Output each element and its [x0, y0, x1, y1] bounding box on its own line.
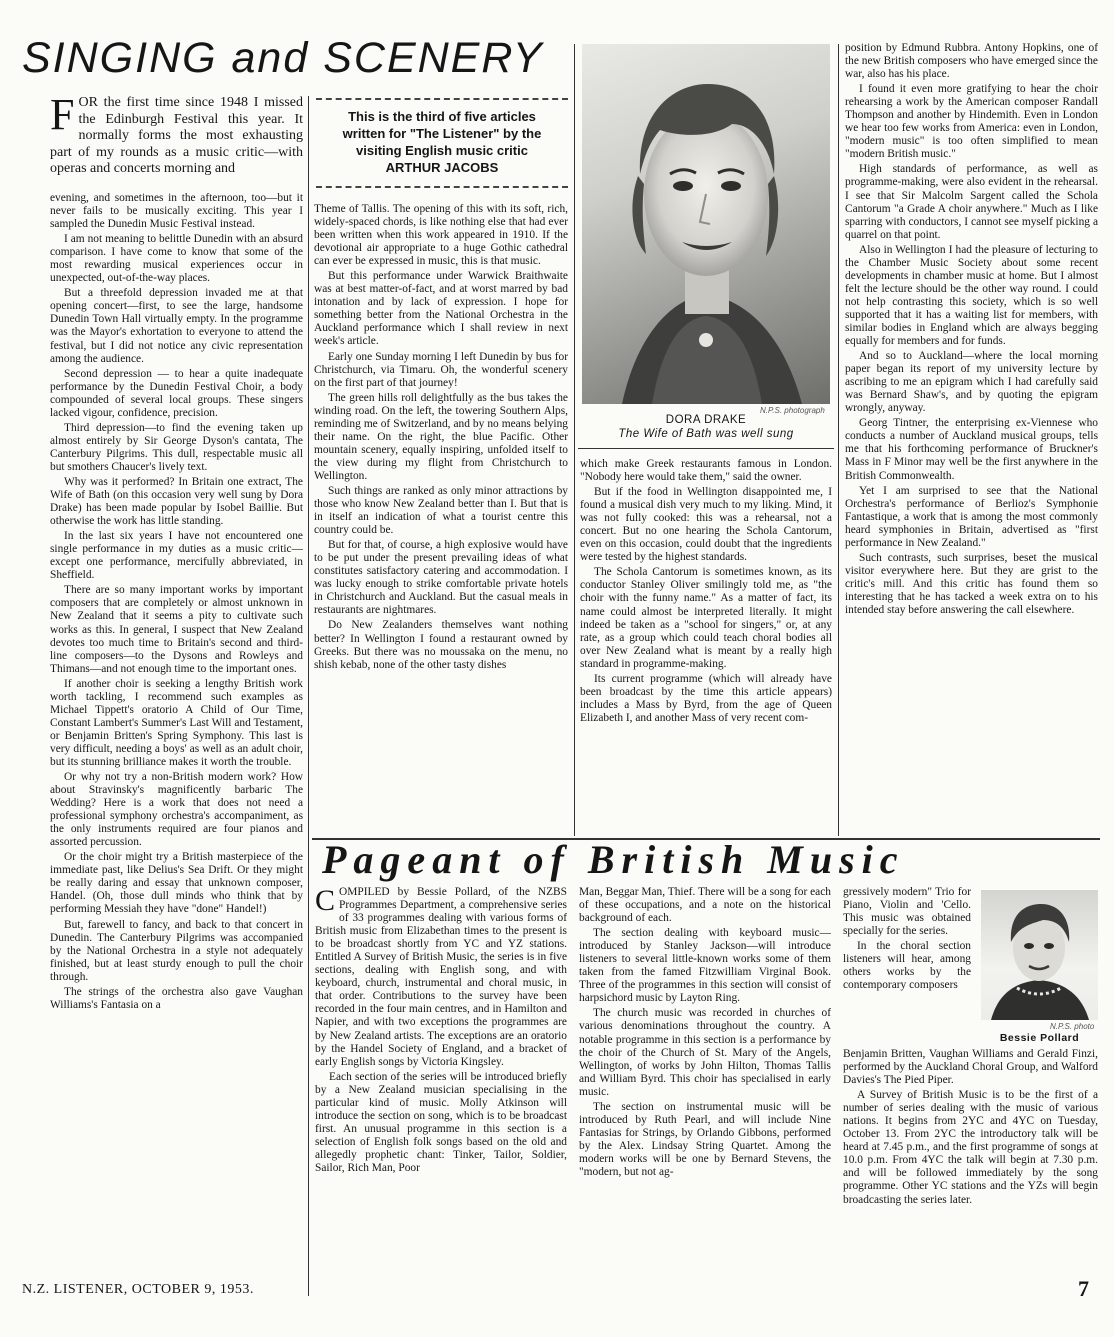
paragraph: The church music was recorded in churches of various denominations throughout the country. A notable programme in this section is a performance by the choir of the Church of St. Mary of the Angels, Wellington, of works by John Hilton, Thomas Tallis and William Byrd. This choir has specialised in early music. [579, 1007, 831, 1098]
intro-rule-top [316, 98, 568, 103]
photo-credit-2: N.P.S. photo [1050, 1022, 1095, 1031]
pageant-title: Pageant of British Music [322, 837, 905, 882]
paragraph: Why was it performed? In Britain one extract, The Wife of Bath (on this occasion very well sung by Dora Drake) has been made popular by Isobel Baillie. But otherwise the work has little standing. [50, 475, 303, 528]
paragraph: In the last six years I have not encountered one single performance in my duties as a music critic—except one performance, mercifully abbreviated, in Sheffield. [50, 530, 303, 582]
article-column-4 [845, 42, 1098, 828]
paragraph: I am not meaning to belittle Dunedin with an absurd comparison. I have come to know that some of the most rewarding musical experiences occur in unexpected, out-of-the-way places. [50, 233, 303, 285]
paragraph: Each section of the series will be introduced briefly by a New Zealand musician specialising in the particular kind of music. Molly Atkinson will introduce the section on song, which is to be broadcast first. An unusual programme in this section is a selection of English folk songs based on the old and allegedly prophetic chant: Tinker, Tailor, Soldier, Sailor, Rich Man, Poor [315, 1070, 567, 1174]
drop-cap: F [50, 90, 75, 139]
paragraph: The section on instrumental music will be introduced by Ruth Pearl, and will include Nine Fantasias for Strings, by Orlando Gibbons, performed by the Alex. Lindsay String Quartet. Among the modern works will be one by Bernard Stevens, the "modern, but not ag- [579, 1100, 831, 1178]
page-number: 7 [1078, 1276, 1090, 1301]
paragraph: Benjamin Britten, Vaughan Williams and Gerald Finzi, performed by the Auckland Choral Group, and Walford Davies's The Pied Piper. [843, 1048, 1098, 1087]
paragraph: evening, and sometimes in the afternoon, too—but it never fails to be musically exciting. This year I sampled the Dunedin Music Festival instead. [50, 192, 303, 231]
article-column-3 [580, 458, 832, 828]
article-title: SINGING and SCENERY [22, 34, 544, 82]
pageant-column-3-top [843, 886, 971, 1044]
intro-box: This is the third of five articles written for "The Listener" by the visiting English music critic ARTHUR JACOBS [342, 109, 542, 175]
paragraph: OMPILED by Bessie Pollard, of the NZBS Programmes Department, a comprehensive series of 33 programmes dealing with various forms of British music from Elizabethan times to the present is to be broadcast shortly from YC and YZ stations. Entitled A Survey of British Music, the series is in five sections, dealing with English song, and with keyboard, church, instrumental and choral music, in that order. Contributions to the survey have been recorded in the four main centres, and in Hamilton and Napier, and with two exceptions the programmes are by New Zealand artists. The exceptions are an oratorio by the Handel Society of England, and a bracket of early English songs by Victoria Kingsley. [315, 886, 567, 1068]
drop-cap: C [315, 886, 336, 917]
paragraph: But this performance under Warwick Braithwaite was at best matter-of-fact, and at worst marred by bad intonation and by lack of expression. I hope for something better from the National Orchestra in the Auckland performance which I shall review in next week's article. [314, 270, 568, 348]
paragraph: Its current programme (which will already have been broadcast by the time this article appears) includes a Mass by Byrd, from the age of Queen Elizabeth I, and another Mass of very recent com- [580, 672, 832, 724]
paragraph: Also in Wellington I had the pleasure of lecturing to the Chamber Music Society about some recent developments in chamber music at home. But I almost felt the lecture should be the other way round. I could not help contrasting this society, which is so well supported that it has a waiting list for members, with similar bodies in England which are always begging equally for members and for funds. [845, 243, 1098, 348]
paragraph: The section dealing with keyboard music—introduced by Stanley Jackson—will introduce listeners to several little-known works some of them taken from the famed Fitzwilliam Virginal Book. Three of the programmes in this section will consist of harpsichord music by Layton Ring. [579, 927, 831, 1005]
lead-paragraph: FOR the first time since 1948 I missed the Edinburgh Festival this year. It normally forms the most exhausting part of my rounds as a music critic—with operas and concerts morning and [50, 90, 303, 176]
photo-caption-text: The Wife of Bath was well sung [618, 428, 794, 440]
bessie-pollard-photo [981, 890, 1098, 1020]
paragraph: In the choral section listeners will hear, among others works by the contemporary composers [843, 940, 971, 992]
footer-issue: N.Z. LISTENER, OCTOBER 9, 1953. [22, 1282, 254, 1297]
article-column-2 [314, 203, 568, 829]
paragraph: Or why not try a non-British modern work? How about Stravinsky's magnificently barbaric The Wedding? Here is a work that does not need a professional symphony orchestra's accompaniment, as the only instruments required are four pianos and assorted percussion. [50, 771, 303, 849]
paragraph: I found it even more gratifying to hear the choir rehearsing a work by the American composer Randall Thompson and another by Hindemith. Even in London we hear too few works from America: even in London, "modern music" is too often simplified to mean "modern British music." [845, 83, 1098, 161]
paragraph: The green hills roll delightfully as the bus takes the winding road. On the left, the towering Southern Alps, reminding me of Switzerland, and by no means belying their name. On the right, the blue Pacific. Other mountain scenery, equally inspiring, unfolded itself to the view during my flight from Christchurch to Wellington. [314, 391, 568, 482]
photo-caption-name: DORA DRAKE [665, 414, 747, 426]
paragraph: Second depression — to hear a quite inadequate performance by the Dunedin Festival Choir, a body compounded of several local groups. These singers lacked vigour, confidence, precision. [50, 367, 303, 419]
paragraph: Or the choir might try a British masterpiece of the immediate past, like Delius's Sea Drift. Or they might be really daring and essay that unknown composer, Handel. (Oh, those dull minds who think that by performing Messiah they have "done" Handel!) [50, 851, 303, 916]
paragraph: Such contrasts, such surprises, beset the musical visitor everywhere here. But they are grist to the critic's mill. And this critic has found them so interesting that he has tacked a week extra on to his intended stay before answering the call elsewhere. [845, 551, 1098, 616]
column-rule [838, 44, 839, 836]
photo-caption-2: Bessie Pollard [999, 1032, 1080, 1044]
paragraph: Such things are ranked as only minor attractions by those who know New Zealand better than I. But that is in itself an indication of what a tourist centre this country could be. [314, 484, 568, 537]
article-column-1 [50, 192, 303, 1270]
intro-rule-bottom [316, 186, 568, 191]
paragraph: which make Greek restaurants famous in London. "Nobody here would take them," said the owner. [580, 458, 832, 484]
column-rule [308, 96, 309, 1296]
pageant-column-2 [579, 886, 831, 1271]
paragraph: High standards of performance, as well as programme-making, were also evident in the rehearsal. I see that Sir Malcolm Sargent called the Schola Cantorum "a Grade A choir anywhere." Much as I like sparring with conductors, I cannot see myself picking a quarrel on that point. [845, 163, 1098, 241]
paragraph: Early one Sunday morning I left Dunedin by bus for Christchurch, via Timaru. Oh, the wonderful scenery on the first part of that journey! [314, 350, 568, 389]
photo-rule [578, 448, 834, 449]
paragraph: position by Edmund Rubbra. Antony Hopkins, one of the new British composers who have emerged since the war, also has his place. [845, 42, 1098, 81]
paragraph: Man, Beggar Man, Thief. There will be a song for each of these occupations, and a note on the historical background of each. [579, 886, 831, 925]
pageant-column-3-bottom [843, 1048, 1098, 1276]
paragraph: But for that, of course, a high explosive would have to be put under the present prevailing ideas of what constitutes satisfactory catering and accommodation. I was lucky enough to strike comfortable private hotels in Christchurch and Auckland. But the casual meals in restaurants are nightmares. [314, 539, 568, 617]
paragraph: Theme of Tallis. The opening of this with its soft, rich, widely-spaced chords, is like nothing else that had ever been written when this work appeared in 1910. If the devotional air appropriate to a huge Gothic cathedral can ever be expressed in music, this is that music. [314, 203, 568, 268]
column-rule [574, 44, 575, 836]
paragraph: Do New Zealanders themselves want nothing better? In Wellington I found a restaurant owned by Greeks. But there was no moussaka on the menu, no shish kebab, none of the other tasty dishes [314, 619, 568, 671]
paragraph: But, farewell to fancy, and back to that concert in Dunedin. The Canterbury Pilgrims was accompanied by the National Orchestra in a style not adequately finished, but at least sturdy enough to pull the choir through. [50, 918, 303, 983]
paragraph: But if the food in Wellington disappointed me, I found a musical dish very much to my liking. Mind, it was not fully cooked: this was a rehearsal, not a concert. But no one hearing the Schola Cantorum, even on this occasion, could doubt that the ingredients were tested by the highest standards. [580, 486, 832, 564]
paragraph: Georg Tintner, the enterprising ex-Viennese who conducts a number of Auckland musical groups, tells me that his forthcoming performance of Bruckner's Mass in F Minor may well be the first anywhere in the British Commonwealth. [845, 417, 1098, 482]
paragraph: The Schola Cantorum is sometimes known, as its conductor Stanley Oliver smilingly told me, as "the choir with the funny name." As a matter of fact, its name could almost be interpreted literally. It might indeed be taken as a "school for singers," or, at any rate, as a group which could teach choral bodies all over New Zealand what is meant by a really high standard in programme-making. [580, 566, 832, 670]
paragraph: But a threefold depression invaded me at that opening concert—first, to see the large, handsome Dunedin Town Hall virtually empty. In the programme was the Mayor's exhortation to everyone to attend the festival, but I did not notice any civic representation among the audience. [50, 287, 303, 365]
paragraph: And so to Auckland—where the local morning paper began its report of my university lecture by ascribing to me an epigram which I had carefully said was Bernard Shaw's, and by quoting the epigram wrongly, anyway. [845, 350, 1098, 415]
pageant-column-1 [315, 886, 567, 1271]
paragraph: gressively modern" Trio for Piano, Violin and 'Cello. This music was obtained specially for the series. [843, 886, 971, 938]
dora-drake-photo [582, 44, 830, 404]
paragraph: There are so many important works by important composers that are completely or almost unknown in New Zealand that it seems a pity to cultivate such works as this. In general, I suspect that New Zealand devotes too much time to Britain's second and third-line composers—to the Dysons and Rowleys and Thimans—and not enough time to the important ones. [50, 584, 303, 675]
paragraph: Yet I am surprised to see that the National Orchestra's performance of Berlioz's Symphonie Fantastique, a work that is among the most commonly heard symphonies in Britain, advertised as "first performance in New Zealand." [845, 484, 1098, 549]
photo-credit: N.P.S. photograph [760, 406, 825, 415]
paragraph: If another choir is seeking a lengthy British work worth tackling, I recommend such examples as Michael Tippett's oratorio A Child of Our Time, Constant Lambert's Summer's Last Will and Testament, or Benjamin Britten's Spring Symphony. This last is very difficult, needing a boys' as well as an adult choir, but its stunning brilliance makes it worth the trouble. [50, 677, 303, 768]
paragraph: A Survey of British Music is to be the first of a number of series dealing with the music of various nations. It begins from 2YC and 4YC on Tuesday, October 13. From 2YC the introductory talk will be heard at 7.45 p.m., and the first programme of songs at 10.0 p.m. From 4YC the talk will begin at 7.30 p.m. and will be followed immediately by the song programme. Other YC stations and the YZs will begin broadcasting the series later. [843, 1089, 1098, 1206]
paragraph: Third depression—to find the evening taken up almost entirely by Sir George Dyson's cantata, The Canterbury Pilgrims. This dull, respectable music all but smothers Chaucer's lively text. [50, 421, 303, 473]
paragraph: The strings of the orchestra also gave Vaughan Williams's Fantasia on a [50, 985, 303, 1011]
